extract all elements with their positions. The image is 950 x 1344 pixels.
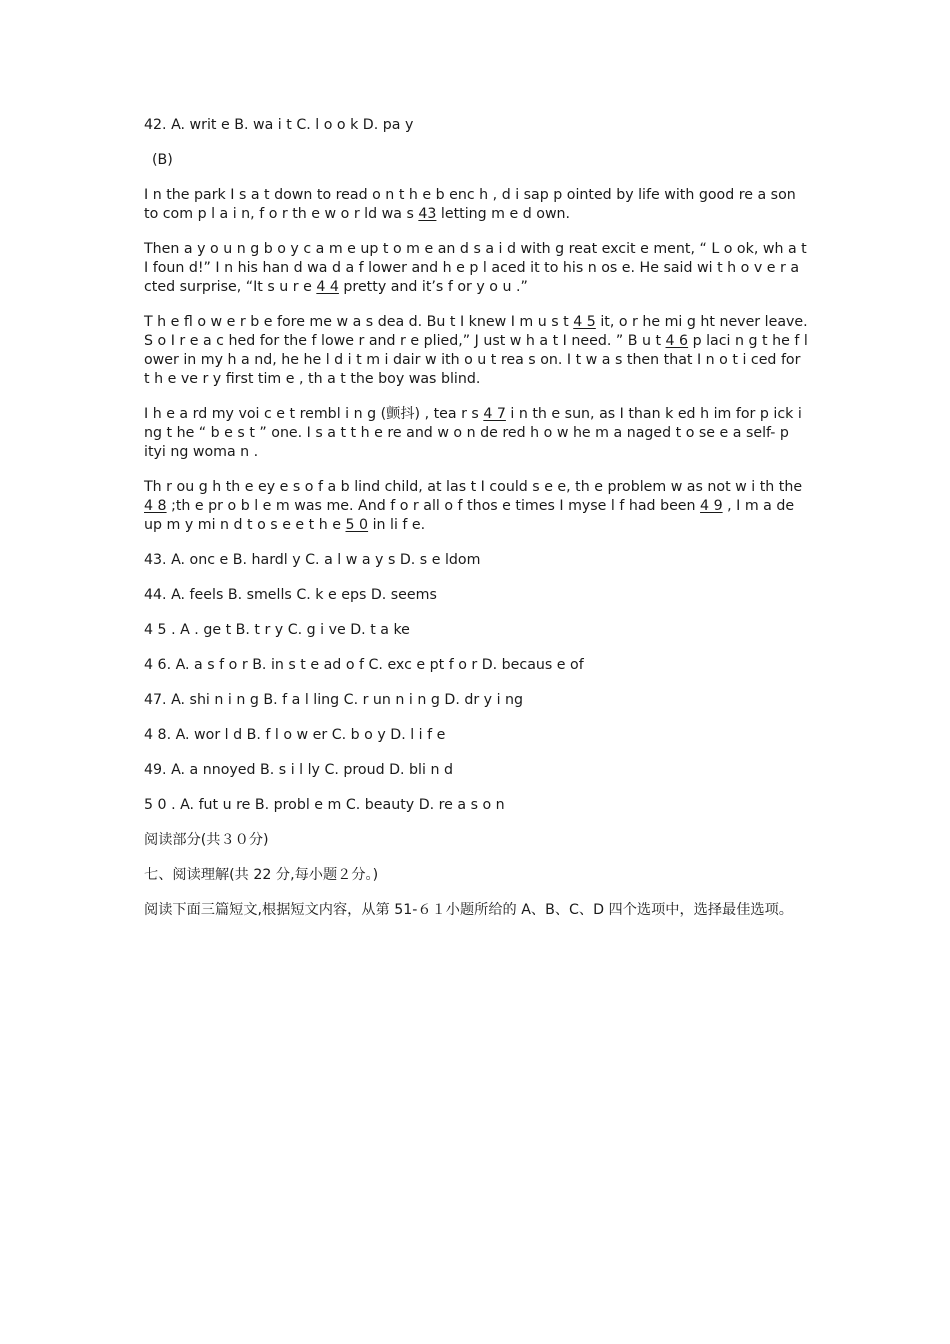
blank-46: 4 6 <box>665 333 689 349</box>
passage-text: letting m e d own. <box>436 206 571 222</box>
blank-50: 5 0 <box>345 517 369 533</box>
passage-paragraph-1 <box>144 186 809 224</box>
passage-paragraph-3 <box>144 313 809 389</box>
passage-text: i n th e sun, as I than k ed h im for p ick i ng t he “ b e s t ” one. I s a t t h e re and w o n de red h o w he m a naged t o se e a self- p ityi ng woma n . <box>144 406 802 460</box>
blank-44: 4 4 <box>316 279 339 295</box>
question-44-options: 44. A. feels B. smells C. k e eps D. seems <box>144 587 437 603</box>
passage-text: Th r ou g h th e ey e s o f a b lind child, at las t I could s e e, th e problem w as not w i th the <box>144 479 803 495</box>
passage-text: pretty and it’s f or y o u .” <box>338 279 528 295</box>
passage-text: T h e fl o w e r b e fore me w a s dea d. Bu t I knew I m u s t <box>144 314 574 330</box>
passage-paragraph-2 <box>144 240 809 297</box>
blank-45: 4 5 <box>573 314 596 330</box>
question-42-options: 42. A. writ e B. wa i t C. l o o k D. pa y <box>144 117 414 133</box>
section-b-label: (B) <box>152 152 173 168</box>
passage-text: I n the park I s a t down to read o n t h e b enc h , d i sap p ointed by life with good re a son to com p l a i n, f o r th e w o r ld wa s <box>144 187 796 222</box>
question-45-options: 4 5 . A . ge t B. t r y C. g i ve D. t a ke <box>144 622 410 638</box>
question-50-options: 5 0 . A. fut u re B. probl e m C. beauty D. re a s o n <box>144 797 505 813</box>
question-46-options: 4 6. A. a s f o r B. in s t e ad o f C. exc e pt f o r D. becaus e of <box>144 657 584 673</box>
passage-paragraph-4 <box>144 405 809 462</box>
question-47-options: 47. A. shi n i n g B. f a l ling C. r un n i n g D. dr y i ng <box>144 692 524 708</box>
blank-49: 4 9 <box>700 498 723 514</box>
section-7-title: 七、阅读理解(共 22 分,每小题２分。) <box>144 867 379 883</box>
reading-section-header: 阅读部分(共３０分) <box>144 832 269 848</box>
document-content <box>144 116 809 936</box>
question-49-options: 49. A. a nnoyed B. s i l ly C. proud D. bli n d <box>144 762 453 778</box>
passage-text: it, o r he mi g ht never leave. S o I r e a c hed for the f lowe r and r e plied,” J ust w h a t I need. ” B u t <box>144 314 808 349</box>
passage-text: p laci n g t he f l ower in my h a nd, he he l d i t m i dair w ith o u t rea s on. I t w a s then that I n o t i ced for t h e ve r y first tim e , th a t the boy was blind. <box>144 333 808 387</box>
passage-paragraph-5 <box>144 478 809 535</box>
blank-47: 4 7 <box>483 406 506 422</box>
passage-text: , I m a de up m y mi n d t o s e e t h e <box>144 498 795 533</box>
passage-text: in li f e. <box>368 517 426 533</box>
blank-43: 43 <box>418 206 437 222</box>
question-48-options: 4 8. A. wor l d B. f l o w er C. b o y D. l i f e <box>144 727 446 743</box>
blank-48: 4 8 <box>144 498 167 514</box>
reading-instructions: 阅读下面三篇短文,根据短文内容，从第 51-６１小题所给的 A、B、C、D 四个选项中，选择最佳选项。 <box>144 902 793 918</box>
passage-text: I h e a rd my voi c e t rembl i n g (颤抖) , tea r s <box>144 406 484 422</box>
passage-text: ;th e pr o b l e m was me. And f o r all o f thos e times I myse l f had been <box>166 498 701 514</box>
passage-text: Then a y o u n g b o y c a m e up t o m e an d s a i d with g reat excit e ment, “ L o ok, wh a t I foun d!” I n his han d wa d a f lower and h e p l aced it to his n os e. He said wi t h o v e r a cted surprise, “It s u r e <box>144 241 807 295</box>
question-43-options: 43. A. onc e B. hardl y C. a l w a y s D. s e ldom <box>144 552 481 568</box>
